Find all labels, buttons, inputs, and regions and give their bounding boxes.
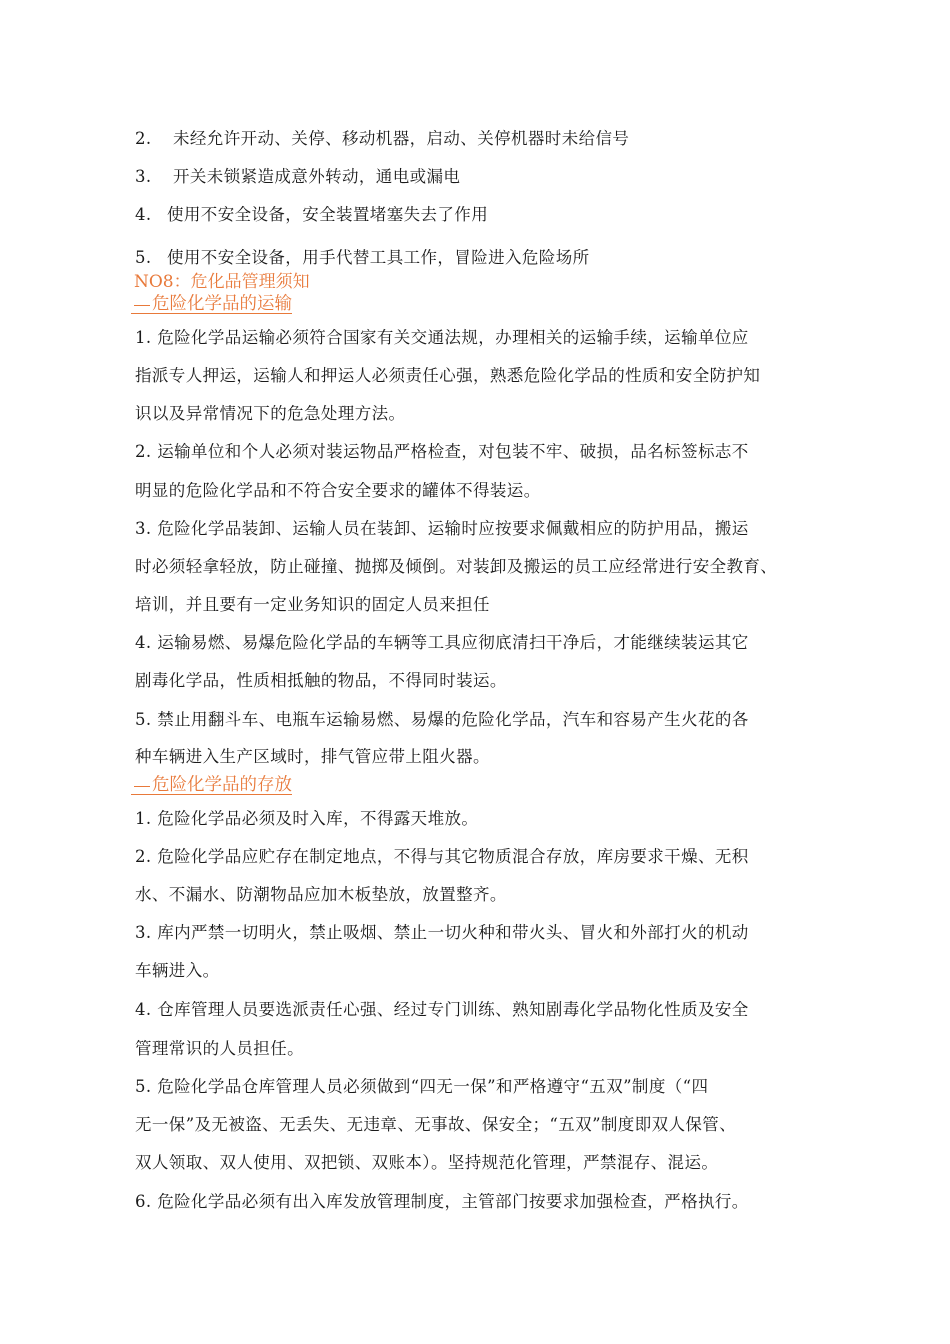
paragraph-line: 时必须轻拿轻放，防止碰撞、抛掷及倾倒。对装卸及搬运的员工应经常进行安全教育、 [135, 557, 778, 576]
list-item [135, 248, 590, 268]
paragraph-line: 1. 危险化学品运输必须符合国家有关交通法规，办理相关的运输手续，运输单位应 [135, 328, 749, 347]
heading-underline [131, 313, 292, 314]
paragraph-line: 水、不漏水、防潮物品应加木板垫放，放置整齐。 [135, 885, 507, 904]
paragraph-line: 2. 危险化学品应贮存在制定地点，不得与其它物质混合存放，库房要求干燥、无积 [135, 847, 749, 866]
item-text: 使用不安全设备，用手代替工具工作，冒险进入危险场所 [167, 248, 590, 267]
paragraph-line: 指派专人押运，运输人和押运人必须责任心强，熟悉危险化学品的性质和安全防护知 [135, 366, 761, 385]
paragraph-line: 4. 仓库管理人员要选派责任心强、经过专门训练、熟知剧毒化学品物化性质及安全 [135, 1000, 749, 1019]
transport-heading [134, 293, 292, 315]
paragraph-line: 明显的危险化学品和不符合安全要求的罐体不得装运。 [135, 481, 541, 500]
paragraph-line: 管理常识的人员担任。 [135, 1039, 304, 1058]
item-text: 未经允许开动、关停、移动机器，启动、关停机器时未给信号 [173, 129, 630, 148]
section-title: NO8：危化品管理须知 [134, 272, 310, 292]
paragraph-line: 双人领取、双人使用、双把锁、双账本）。坚持规范化管理，严禁混存、混运。 [135, 1153, 719, 1172]
paragraph-line: 识以及异常情况下的危急处理方法。 [135, 404, 406, 423]
paragraph-line: 3. 库内严禁一切明火，禁止吸烟、禁止一切火种和带火头、冒火和外部打火的机动 [135, 923, 749, 942]
list-item [135, 205, 488, 225]
item-text: 使用不安全设备，安全装置堵塞失去了作用 [167, 205, 489, 224]
paragraph-line: 种车辆进入生产区域时，排气管应带上阻火器。 [135, 747, 490, 766]
paragraph-line: 培训，并且要有一定业务知识的固定人员来担任 [135, 595, 490, 614]
transport-heading-text: 危险化学品的运输 [152, 294, 292, 314]
list-item [135, 129, 629, 149]
item-text: 开关未锁紧造成意外转动，通电或漏电 [173, 167, 461, 186]
item-number: 4. [135, 205, 152, 224]
heading-dash [134, 785, 150, 787]
paragraph-line: 5. 危险化学品仓库管理人员必须做到“四无一保”和严格遵守“五双”制度（“四 [135, 1077, 709, 1096]
paragraph-line: 4. 运输易燃、易爆危险化学品的车辆等工具应彻底清扫干净后，才能继续装运其它 [135, 633, 749, 652]
paragraph-line: 5. 禁止用翻斗车、电瓶车运输易燃、易爆的危险化学品，汽车和容易产生火花的各 [135, 710, 749, 729]
item-number: 5. [135, 248, 152, 267]
list-item [135, 167, 460, 187]
paragraph-line: 车辆进入。 [135, 961, 220, 980]
paragraph-line: 3. 危险化学品装卸、运输人员在装卸、运输时应按要求佩戴相应的防护用品，搬运 [135, 519, 749, 538]
heading-underline [131, 794, 292, 795]
item-number: 3. [135, 167, 152, 186]
storage-heading [134, 774, 292, 796]
paragraph-line: 1. 危险化学品必须及时入库，不得露天堆放。 [135, 809, 479, 828]
heading-dash [134, 304, 150, 306]
paragraph-line: 剧毒化学品，性质相抵触的物品，不得同时装运。 [135, 671, 507, 690]
paragraph-line: 6. 危险化学品必须有出入库发放管理制度，主管部门按要求加强检查，严格执行。 [135, 1192, 749, 1211]
storage-heading-text: 危险化学品的存放 [152, 775, 292, 795]
item-number: 2. [135, 129, 152, 148]
paragraph-line: 无一保”及无被盗、无丢失、无违章、无事故、保安全；“五双”制度即双人保管、 [135, 1115, 737, 1134]
paragraph-line: 2. 运输单位和个人必须对装运物品严格检查，对包装不牢、破损，品名标签标志不 [135, 442, 749, 461]
